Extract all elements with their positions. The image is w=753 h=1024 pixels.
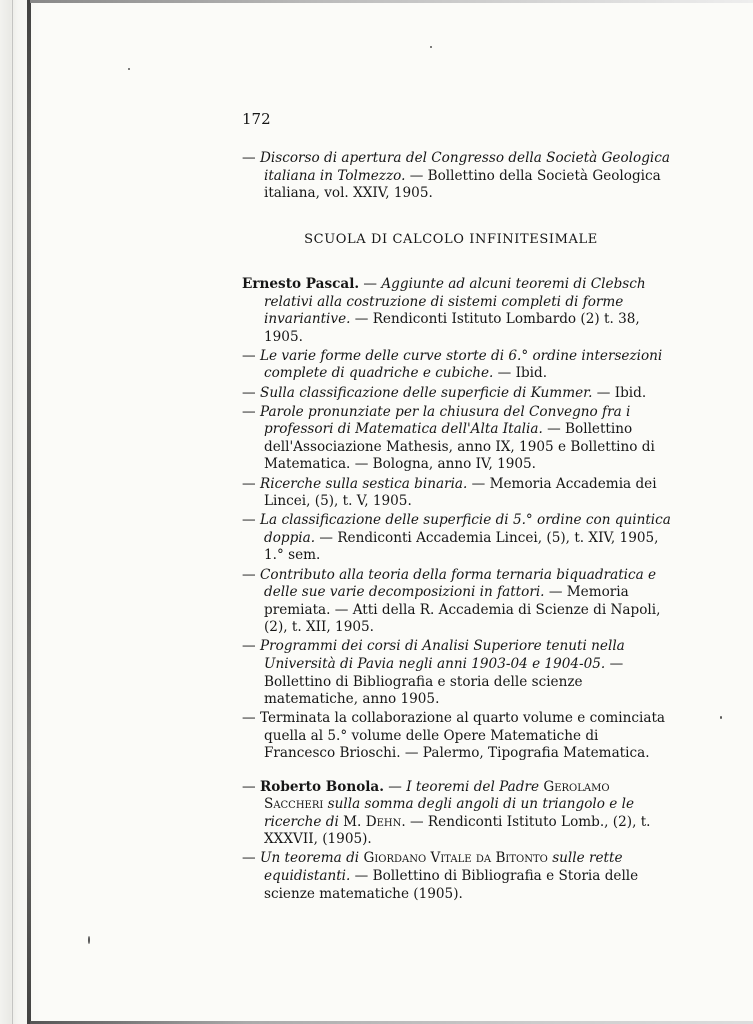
person-name: Giordano Vitale da Bitonto: [363, 850, 548, 867]
binding-edge: [27, 0, 31, 1024]
bibliography-entry: — Discorso di apertura del Congresso della Società Geologica italiana in Tolmezzo. — Bollettino della Società Geologica italiana, vol. XXIV, 1905.: [242, 150, 670, 202]
person-name: Gerolamo Saccheri: [264, 778, 610, 813]
entry-title: Parole pronunziate per la chiusura del Convegno fra i professori di Matematica dell'Alta Italia.: [260, 403, 631, 438]
entry-title: sulla somma degli angoli di un triangolo e le ricerche di: [264, 796, 634, 830]
entry-source: M.: [343, 813, 362, 830]
entry-title: Un teorema di: [260, 850, 360, 867]
entry-source: — Ibid.: [592, 384, 647, 401]
entry-note: Terminata la collaborazione al quarto volume e cominciata quella al 5.° volume delle Opere Matematiche di Francesco Brioschi. — Palermo, Tipografia Matematica.: [260, 710, 666, 762]
entry-source: — Memoria Accademia dei Lincei, (5), t. V, 1905.: [264, 475, 657, 510]
bibliography-entry: — Programmi dei corsi di Analisi Superiore tenuti nella Università di Pavia negli anni 1903-04 e 1904-05. — Bollettino di Bibliografia e storia delle scienze matematiche, anno 1905.: [242, 638, 625, 708]
entry-title: Discorso di apertura del Congresso della Società Geologica italiana in Tolmezzo.: [260, 150, 670, 184]
entry-source: . — Rendiconti Istituto Lomb., (2), t. XXXVII, (1905).: [264, 813, 651, 848]
author-name: Roberto Bonola.: [260, 778, 384, 795]
intro-entry: [242, 150, 672, 204]
book-binding-shadow: [0, 0, 40, 1024]
entry-source: — Rendiconti Istituto Lombardo (2) t. 38, 1905.: [264, 311, 640, 345]
entry-title: Sulla classificazione delle superficie di Kummer.: [260, 384, 593, 401]
page-number: 172: [242, 110, 271, 128]
entry-source: — Bollettino dell'Associazione Mathesis, anno IX, 1905 e Bollettino di Matematica. — Bologna, anno IV, 1905.: [264, 421, 655, 473]
bibliography-entry: — Un teorema di Giordano Vitale da Bitonto sulle rette equidistanti. — Bollettino di Bibliografia e Storia delle scienze matematiche (1905).: [242, 850, 639, 902]
author-entry-bonola: — Roberto Bonola. — I teoremi del Padre Gerolamo Saccheri sulla somma degli angoli di un triangolo e le ricerche di M. Dehn. — Rendiconti Istituto Lomb., (2), t. XXXVII, (1905).: [242, 778, 651, 848]
entry-source: — Bollettino della Società Geologica italiana, vol. XXIV, 1905.: [264, 167, 661, 202]
bibliography-entry: — Ricerche sulla sestica binaria. — Memoria Accademia dei Lincei, (5), t. V, 1905.: [242, 475, 657, 510]
bibliography-entry: — Sulla classificazione delle superficie di Kummer. — Ibid.: [242, 384, 647, 401]
bibliography-entry: — Terminata la collaborazione al quarto volume e cominciata quella al 5.° volume delle Opere Matematiche di Francesco Brioschi. — Palermo, Tipografia Matematica.: [242, 710, 666, 762]
paper-speck: [720, 716, 722, 719]
entry-source: — Bollettino di Bibliografia e storia delle scienze matematiche, anno 1905.: [264, 655, 624, 708]
paper-speck: [128, 68, 130, 70]
entry-source: — Rendiconti Accademia Lincei, (5), t. XIV, 1905, 1.° sem.: [264, 529, 659, 564]
publication-list: [242, 276, 672, 905]
bibliography-entry: — Parole pronunziate per la chiusura del Convegno fra i professori di Matematica dell'Alta Italia. — Bollettino dell'Associazione Mathesis, anno IX, 1905 e Bollettino di Matematica. — Bologna, anno IV, 1905.: [242, 403, 655, 473]
entry-source: — Ibid.: [493, 365, 548, 382]
person-name: Dehn: [365, 813, 402, 830]
binding-crease: [12, 0, 13, 1024]
entry-source: — Memoria premiata. — Atti della R. Accademia di Scienze di Napoli, (2), t. XII, 1905.: [264, 584, 661, 636]
entry-title: Contributo alla teoria della forma ternaria biquadratica e delle sue varie decomposizioni in fattori.: [260, 566, 657, 601]
entry-title: La classificazione delle superficie di 5.° ordine con quintica doppia.: [260, 512, 671, 546]
bibliography-entry: — La classificazione delle superficie di 5.° ordine con quintica doppia. — Rendiconti Accademia Lincei, (5), t. XIV, 1905, 1.° sem.: [242, 512, 671, 564]
author-entry-pascal: Ernesto Pascal. — Aggiunte ad alcuni teoremi di Clebsch relativi alla costruzione di sistemi completi di forme invariantive. — Rendiconti Istituto Lombardo (2) t. 38, 1905.: [242, 276, 646, 345]
paper-speck: [430, 46, 432, 48]
paper-speck: [88, 936, 90, 944]
section-heading: SCUOLA DI CALCOLO INFINITESIMALE: [304, 232, 598, 247]
entry-title: Aggiunte ad alcuni teoremi di Clebsch relativi alla costruzione di sistemi completi di forme invariantive.: [264, 276, 646, 328]
bibliography-entry: — Le varie forme delle curve storte di 6.° ordine intersezioni complete di quadriche e cubiche. — Ibid.: [242, 347, 663, 382]
bibliography-entry: — Contributo alla teoria della forma ternaria biquadratica e delle sue varie decomposizioni in fattori. — Memoria premiata. — Atti della R. Accademia di Scienze di Napoli, (2), t. XII, 1905.: [242, 566, 661, 636]
entry-title: sulle rette equidistanti.: [264, 850, 623, 884]
top-page-edge: [30, 0, 753, 3]
entry-title: Programmi dei corsi di Analisi Superiore tenuti nella Università di Pavia negli anni 1903-04 e 1904-05.: [260, 638, 625, 672]
entry-title: Ricerche sulla sestica binaria.: [260, 475, 468, 492]
entry-source: — Bollettino di Bibliografia e Storia delle scienze matematiche (1905).: [264, 868, 639, 902]
entry-title: I teoremi del Padre: [406, 778, 540, 795]
entry-title: Le varie forme delle curve storte di 6.° ordine intersezioni complete di quadriche e cubiche.: [260, 347, 663, 382]
author-name: Ernesto Pascal.: [242, 276, 360, 292]
